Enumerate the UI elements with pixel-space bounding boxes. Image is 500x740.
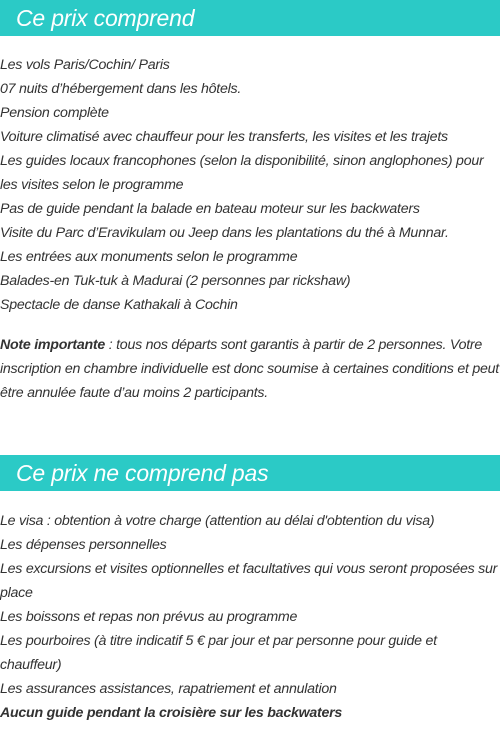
list-item: Les guides locaux francophones (selon la disponibilité, sinon anglophones) pour les visites selon le programme xyxy=(0,153,484,193)
list-item: Les pourboires (à titre indicatif 5 € par jour et par personne pour guide et chauffeur) xyxy=(0,633,437,673)
included-section-header xyxy=(0,0,500,36)
list-item: Visite du Parc d’Eravikulam ou Jeep dans les plantations du thé à Munnar. xyxy=(0,225,449,241)
list-item: Pension complète xyxy=(0,105,109,121)
list-item: Les vols Paris/Cochin/ Paris xyxy=(0,57,170,73)
important-note xyxy=(0,333,500,405)
included-section-title: Ce prix comprend xyxy=(16,4,195,31)
list-item: Le visa : obtention à votre charge (attention au délai d'obtention du visa) xyxy=(0,513,435,529)
list-item: Pas de guide pendant la balade en bateau moteur sur les backwaters xyxy=(0,201,420,217)
important-note-text: : tous nos départs sont garantis à partir de 2 personnes. Votre inscription en chambre individuelle est donc soumise à certaines conditions et peut être annulée faute d’au moins 2 participants. xyxy=(0,337,499,401)
important-note-label: Note importante xyxy=(0,337,106,353)
list-item: Balades-en Tuk-tuk à Madurai (2 personnes par rickshaw) xyxy=(0,273,351,289)
list-item: Spectacle de danse Kathakali à Cochin xyxy=(0,297,238,313)
excluded-section-header xyxy=(0,455,500,491)
list-item: Les dépenses personnelles xyxy=(0,537,167,553)
list-item: Les boissons et repas non prévus au programme xyxy=(0,609,298,625)
list-item: Voiture climatisé avec chauffeur pour les transferts, les visites et les trajets xyxy=(0,129,448,145)
list-item: 07 nuits d’hébergement dans les hôtels. xyxy=(0,81,242,97)
list-item: Aucun guide pendant la croisière sur les backwaters xyxy=(0,705,343,721)
excluded-section-title: Ce prix ne comprend pas xyxy=(16,459,269,486)
list-item: Les entrées aux monuments selon le programme xyxy=(0,249,298,265)
included-list xyxy=(0,53,500,317)
list-item: Les assurances assistances, rapatriement et annulation xyxy=(0,681,337,697)
excluded-list xyxy=(0,509,500,725)
list-item: Les excursions et visites optionnelles et facultatives qui vous seront proposées sur place xyxy=(0,561,498,601)
